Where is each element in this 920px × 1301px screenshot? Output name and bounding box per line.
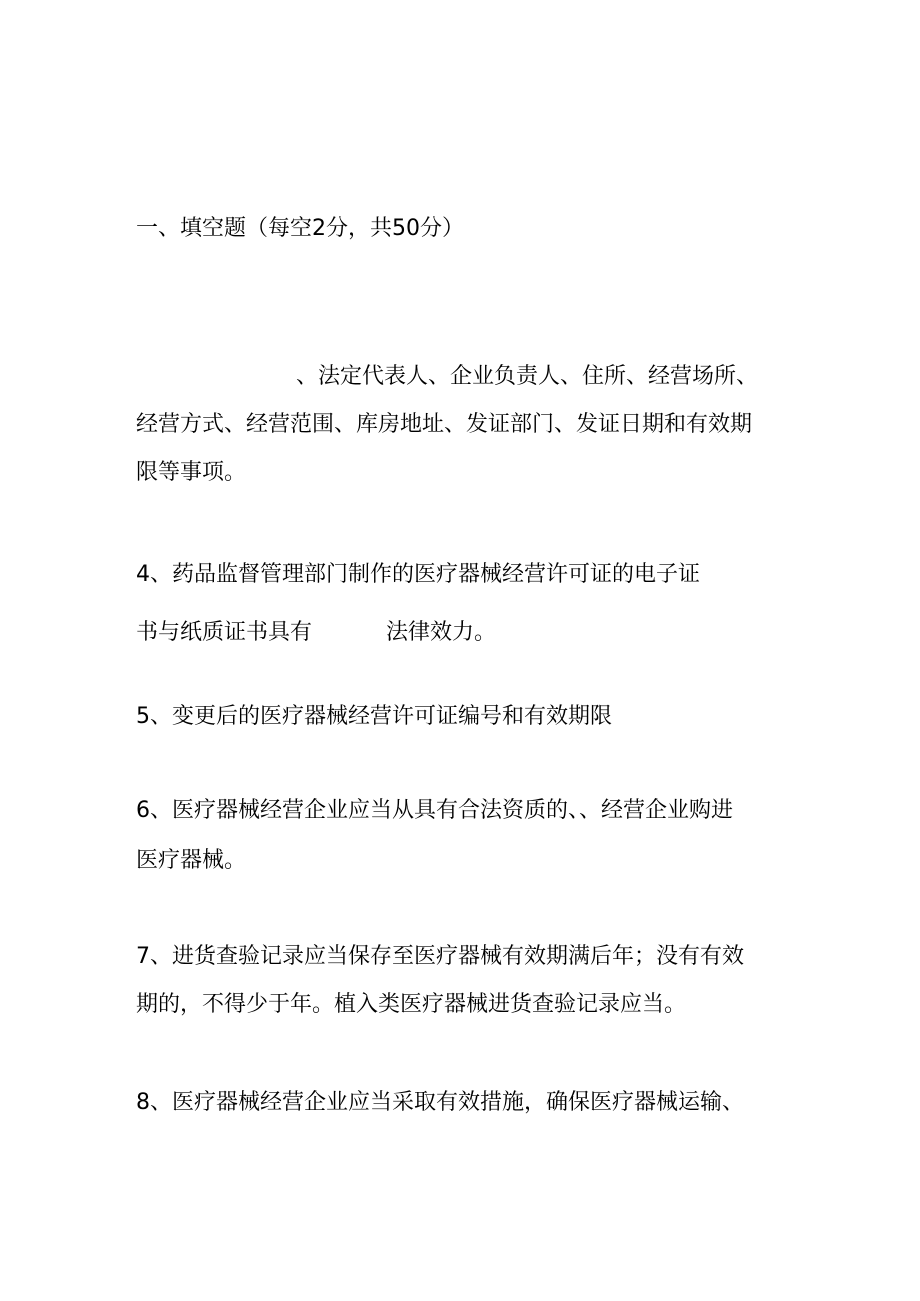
question-5-line-1: 5、变更后的医疗器械经营许可证编号和有效期限 bbox=[136, 704, 612, 729]
question-8-line-1: 8、医疗器械经营企业应当采取有效措施，确保医疗器械运输、 bbox=[136, 1090, 744, 1115]
question-3-line-2: 经营方式、经营范围、库房地址、发证部门、发证日期和有效期 bbox=[136, 412, 753, 437]
question-4-line-2-end: 法律效力。 bbox=[386, 620, 497, 645]
question-4-line-1: 4、药品监督管理部门制作的医疗器械经营许可证的电子证 bbox=[136, 562, 700, 587]
question-6-line-2: 医疗器械。 bbox=[136, 848, 247, 873]
question-7-line-2: 期的，不得少于年。植入类医疗器械进货查验记录应当。 bbox=[136, 992, 687, 1017]
question-4-line-2-start: 书与纸质证书具有 bbox=[136, 620, 313, 645]
question-7-line-1: 7、进货查验记录应当保存至医疗器械有效期满后年；没有有效 bbox=[136, 944, 744, 969]
question-3-line-1: 、法定代表人、企业负责人、住所、经营场所、 bbox=[296, 364, 759, 389]
question-6-line-1: 6、医疗器械经营企业应当从具有合法资质的、、经营企业购进 bbox=[136, 798, 733, 823]
section-title: 一、填空题（每空2分，共50分） bbox=[136, 216, 464, 241]
question-3-line-3: 限等事项。 bbox=[136, 460, 247, 485]
